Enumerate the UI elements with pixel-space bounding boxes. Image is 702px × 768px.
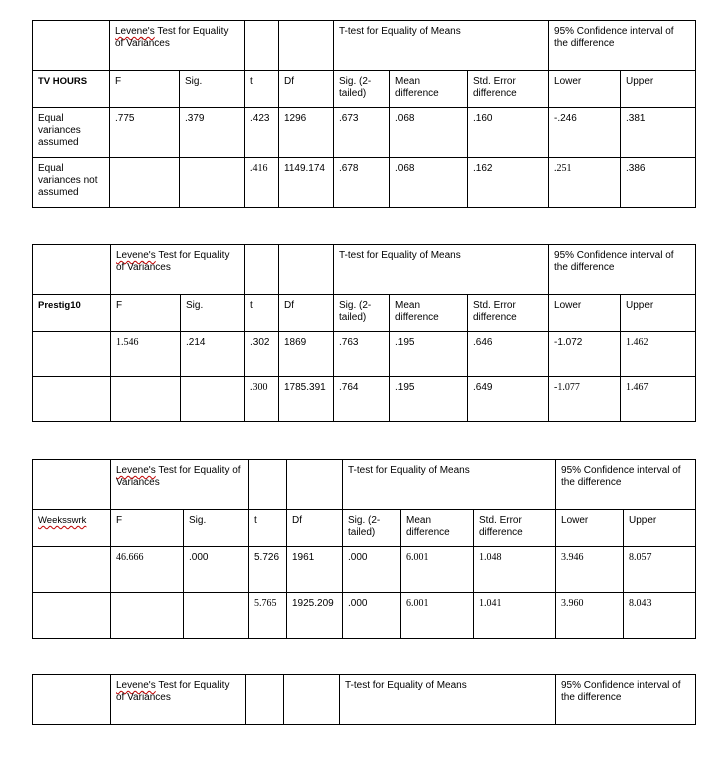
cell-sig2: .678 [334,158,390,208]
blank-header-cell [287,460,343,510]
cell-sig2: .763 [334,332,390,377]
cell-t: 5.765 [249,593,287,639]
cell-sig2: .000 [343,593,401,639]
col-header-f: F [111,510,184,547]
blank-corner-cell [33,460,111,510]
col-header-f: F [110,71,180,108]
cell-f: 1.546 [111,332,181,377]
weeksswrk-ttest-table [32,459,696,639]
col-header-t: t [245,71,279,108]
cell-sig2: .764 [334,377,390,422]
col-header-mean-diff: Mean difference [390,71,468,108]
cell-se-diff: .162 [468,158,549,208]
cell-lower: 3.960 [556,593,624,639]
blank-header-cell [245,245,279,295]
blank-corner-cell [33,21,110,71]
col-header-mean-diff: Mean difference [401,510,474,547]
cell-f: 46.666 [111,547,184,593]
cell-se-diff: .649 [468,377,549,422]
cell-se-diff: 1.048 [474,547,556,593]
ci-header: 95% Confidence interval of the difference [549,21,696,71]
cell-se-diff: 1.041 [474,593,556,639]
levene-header: Levene's Test for Equality of Variances [110,21,245,71]
col-header-sig: Sig. [184,510,249,547]
levene-header: Levene's Test for Equality of Variances [111,460,249,510]
cell-df: 1785.391 [279,377,334,422]
table-row [33,108,696,158]
variable-name: Prestig10 [33,295,111,332]
blank-header-cell [246,675,284,725]
table-row [33,547,696,593]
ci-header: 95% Confidence interval of the difference [556,460,696,510]
ci-header: 95% Confidence interval of the difference [556,675,696,725]
tv-hours-ttest-table [32,20,696,208]
row-label: Equal variances not assumed [33,158,110,208]
col-header-se-diff: Std. Error difference [468,295,549,332]
col-header-se-diff: Std. Error difference [468,71,549,108]
col-header-t: t [245,295,279,332]
cell-mean-diff: .068 [390,158,468,208]
cell-se-diff: .646 [468,332,549,377]
row-label [33,593,111,639]
blank-header-cell [245,21,279,71]
cell-upper: .381 [621,108,696,158]
cell-sig: .379 [180,108,245,158]
col-header-upper: Upper [621,295,696,332]
ttest-header: T-test for Equality of Means [343,460,556,510]
cell-mean-diff: .195 [390,377,468,422]
blank-header-cell [249,460,287,510]
col-header-df: Df [279,71,334,108]
row-label [33,547,111,593]
cell-t: .416 [245,158,279,208]
col-header-lower: Lower [549,295,621,332]
row-label [33,377,111,422]
levene-header: Levene's Test for Equality of Variances [111,245,245,295]
col-header-sig2: Sig. (2-tailed) [343,510,401,547]
col-header-se-diff: Std. Error difference [474,510,556,547]
row-label: Equal variances assumed [33,108,110,158]
cell-mean-diff: 6.001 [401,547,474,593]
col-header-f: F [111,295,181,332]
cell-upper: .386 [621,158,696,208]
cell-upper: 8.043 [624,593,696,639]
blank-corner-cell [33,245,111,295]
table-row [33,377,696,422]
ttest-header: T-test for Equality of Means [334,21,549,71]
cell-t: 5.726 [249,547,287,593]
col-header-sig2: Sig. (2-tailed) [334,71,390,108]
cell-se-diff: .160 [468,108,549,158]
cell-df: 1961 [287,547,343,593]
cell-lower: -.246 [549,108,621,158]
col-header-lower: Lower [556,510,624,547]
cell-mean-diff: .195 [390,332,468,377]
fourth-ttest-table [32,674,696,725]
cell-lower: .251 [549,158,621,208]
cell-df: 1296 [279,108,334,158]
table-row [33,593,696,639]
row-label [33,332,111,377]
col-header-sig2: Sig. (2-tailed) [334,295,390,332]
col-header-upper: Upper [621,71,696,108]
cell-t: .423 [245,108,279,158]
col-header-sig: Sig. [180,71,245,108]
cell-df: 1149.174 [279,158,334,208]
prestig10-ttest-table [32,244,696,422]
cell-mean-diff: .068 [390,108,468,158]
col-header-mean-diff: Mean difference [390,295,468,332]
col-header-upper: Upper [624,510,696,547]
cell-lower: 3.946 [556,547,624,593]
variable-name: TV HOURS [33,71,110,108]
ttest-header: T-test for Equality of Means [334,245,549,295]
cell-t: .300 [245,377,279,422]
cell-upper: 1.467 [621,377,696,422]
cell-sig [180,158,245,208]
cell-f [111,593,184,639]
cell-sig2: .673 [334,108,390,158]
col-header-df: Df [287,510,343,547]
cell-lower: -1.077 [549,377,621,422]
cell-sig [181,377,245,422]
ci-header: 95% Confidence interval of the difference [549,245,696,295]
cell-t: .302 [245,332,279,377]
col-header-t: t [249,510,287,547]
cell-f: .775 [110,108,180,158]
col-header-sig: Sig. [181,295,245,332]
cell-sig [184,593,249,639]
blank-header-cell [279,245,334,295]
cell-f [110,158,180,208]
ttest-header: T-test for Equality of Means [340,675,556,725]
levene-header: Levene's Test for Equality of Variances [111,675,246,725]
cell-df: 1925.209 [287,593,343,639]
cell-upper: 8.057 [624,547,696,593]
cell-sig: .000 [184,547,249,593]
cell-sig2: .000 [343,547,401,593]
table-row [33,158,696,208]
cell-mean-diff: 6.001 [401,593,474,639]
cell-upper: 1.462 [621,332,696,377]
cell-sig: .214 [181,332,245,377]
cell-lower: -1.072 [549,332,621,377]
cell-f [111,377,181,422]
variable-name: Weeksswrk [33,510,111,547]
blank-header-cell [284,675,340,725]
blank-corner-cell [33,675,111,725]
cell-df: 1869 [279,332,334,377]
col-header-lower: Lower [549,71,621,108]
blank-header-cell [279,21,334,71]
col-header-df: Df [279,295,334,332]
table-row [33,332,696,377]
